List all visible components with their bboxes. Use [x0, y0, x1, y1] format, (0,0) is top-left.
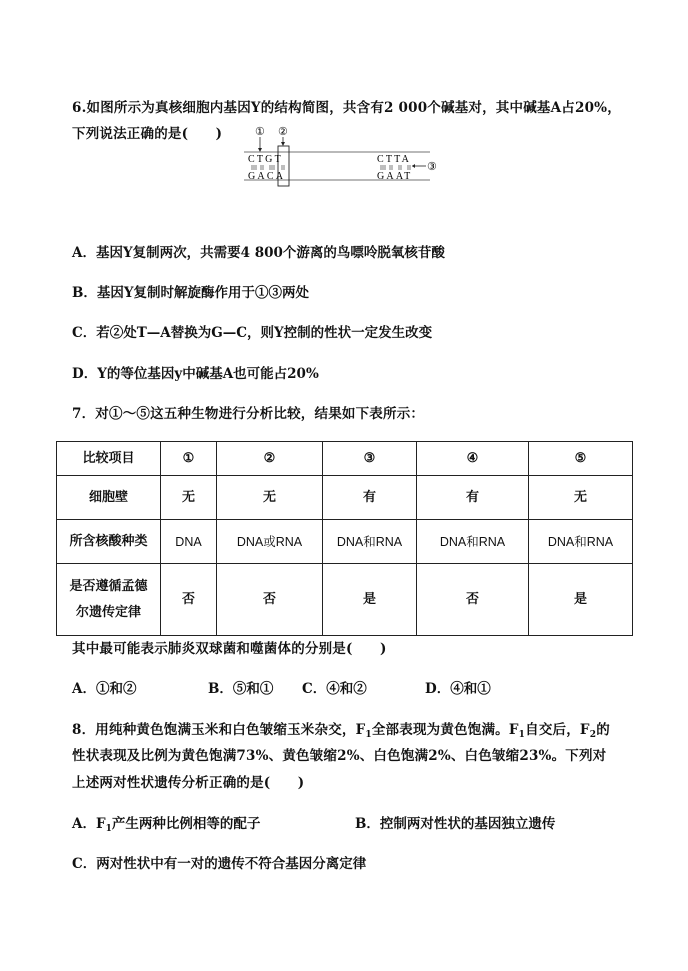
table-cell: 无: [529, 476, 633, 520]
q6-option-d: D．Y的等位基因y中碱基A也可能占20%: [72, 366, 319, 382]
table-header-cell: ⑤: [529, 442, 633, 476]
table-cell: 否: [417, 564, 529, 636]
table-cell: 有: [323, 476, 417, 520]
q8-stem-line3: 上述两对性状遗传分析正确的是( ): [72, 775, 305, 791]
row3-label-line1: 是否遵循孟德: [69, 578, 148, 594]
table-cell: 有: [417, 476, 529, 520]
comparison-table: [56, 441, 633, 636]
table-row: [57, 520, 633, 564]
table-cell: DNA: [161, 520, 217, 564]
q8-line1-part-a: 8．用纯种黄色饱满玉米和白色皱缩玉米杂交，F: [72, 722, 366, 738]
q8-line1-part-d: 的: [596, 722, 610, 738]
table-header-cell: 比较项目: [57, 442, 161, 476]
table-cell: 细胞壁: [57, 476, 161, 520]
q8-option-b: B．控制两对性状的基因独立遗传: [355, 816, 556, 832]
q6-option-c: C．若②处T—A替换为G—C，则Y控制的性状一定发生改变: [72, 325, 433, 341]
marker-1-arrowhead: [258, 148, 262, 152]
q6-option-a: A．基因Y复制两次，共需要4 800个游离的鸟嘌呤脱氧核苷酸: [72, 245, 445, 261]
q8-stem-line1: [72, 718, 610, 740]
table-header-cell: ③: [323, 442, 417, 476]
bottom-left-seq: GACA: [248, 171, 286, 182]
marker-3: ③: [427, 160, 437, 173]
q8-option-a-text: 产生两种比例相等的配子: [111, 816, 261, 832]
left-bonds: [252, 165, 284, 170]
q6-option-b: B．基因Y复制时解旋酶作用于①③两处: [72, 285, 310, 301]
q8-subscript: 1: [518, 730, 526, 740]
gene-structure-diagram: [240, 122, 440, 188]
marker-2-arrowhead: [281, 142, 285, 146]
q8-option-c: C．两对性状中有一对的遗传不符合基因分离定律: [72, 856, 367, 872]
table-header-row: [57, 442, 633, 476]
marker-3-arrowhead: [412, 164, 415, 168]
q8-subscript: 1: [365, 730, 372, 740]
top-right-seq: CTTA: [377, 154, 412, 165]
q8-option-a: [72, 812, 260, 834]
q7-option-b: B．⑤和①: [208, 681, 274, 697]
right-bonds: [381, 165, 410, 170]
q8-stem-line2: 性状表现及比例为黄色饱满73%、黄色皱缩2%、白色饱满2%、白色皱缩23%。下列对: [72, 748, 607, 764]
table-cell: 是: [529, 564, 633, 636]
table-cell: 无: [161, 476, 217, 520]
bottom-right-seq: GAAT: [377, 171, 413, 182]
marker-1: ①: [255, 125, 265, 138]
table-cell: 无: [217, 476, 323, 520]
q7-option-d: D．④和①: [425, 681, 491, 697]
q7-stem: 7．对①～⑤这五种生物进行分析比较，结果如下表所示：: [72, 406, 425, 422]
q7-option-a: A．①和②: [72, 681, 137, 697]
table-cell: [57, 564, 161, 636]
q8-subscript: 2: [589, 730, 597, 740]
table-cell: DNA和RNA: [529, 520, 633, 564]
q7-option-c: C．④和②: [302, 681, 367, 697]
q8-option-a-subscript: 1: [105, 824, 112, 834]
q7-question: 其中最可能表示肺炎双球菌和噬菌体的分别是( ): [72, 641, 387, 657]
q8-option-a-prefix: A．F: [72, 816, 106, 832]
table-cell: DNA或RNA: [217, 520, 323, 564]
q6-stem-line2: 下列说法正确的是( ): [72, 126, 223, 142]
q6-stem-line1: 6.如图所示为真核细胞内基因Y的结构简图，共含有2 000个碱基对，其中碱基A占20%，: [72, 100, 621, 116]
table-row: [57, 564, 633, 636]
table-header-cell: ④: [417, 442, 529, 476]
top-left-seq: CTGT: [248, 154, 283, 165]
table-header-cell: ①: [161, 442, 217, 476]
q8-line1-part-b: 全部表现为黄色饱满。F: [371, 722, 519, 738]
table-cell: 否: [161, 564, 217, 636]
table-cell: 否: [217, 564, 323, 636]
row3-label-line2: 尔遗传定律: [75, 604, 141, 620]
table-row: [57, 476, 633, 520]
table-cell: DNA和RNA: [417, 520, 529, 564]
table-cell: 是: [323, 564, 417, 636]
table-header-cell: ②: [217, 442, 323, 476]
marker-2: ②: [278, 125, 288, 138]
table-cell: DNA和RNA: [323, 520, 417, 564]
q8-line1-part-c: 自交后，F: [525, 722, 590, 738]
table-cell: 所含核酸种类: [57, 520, 161, 564]
